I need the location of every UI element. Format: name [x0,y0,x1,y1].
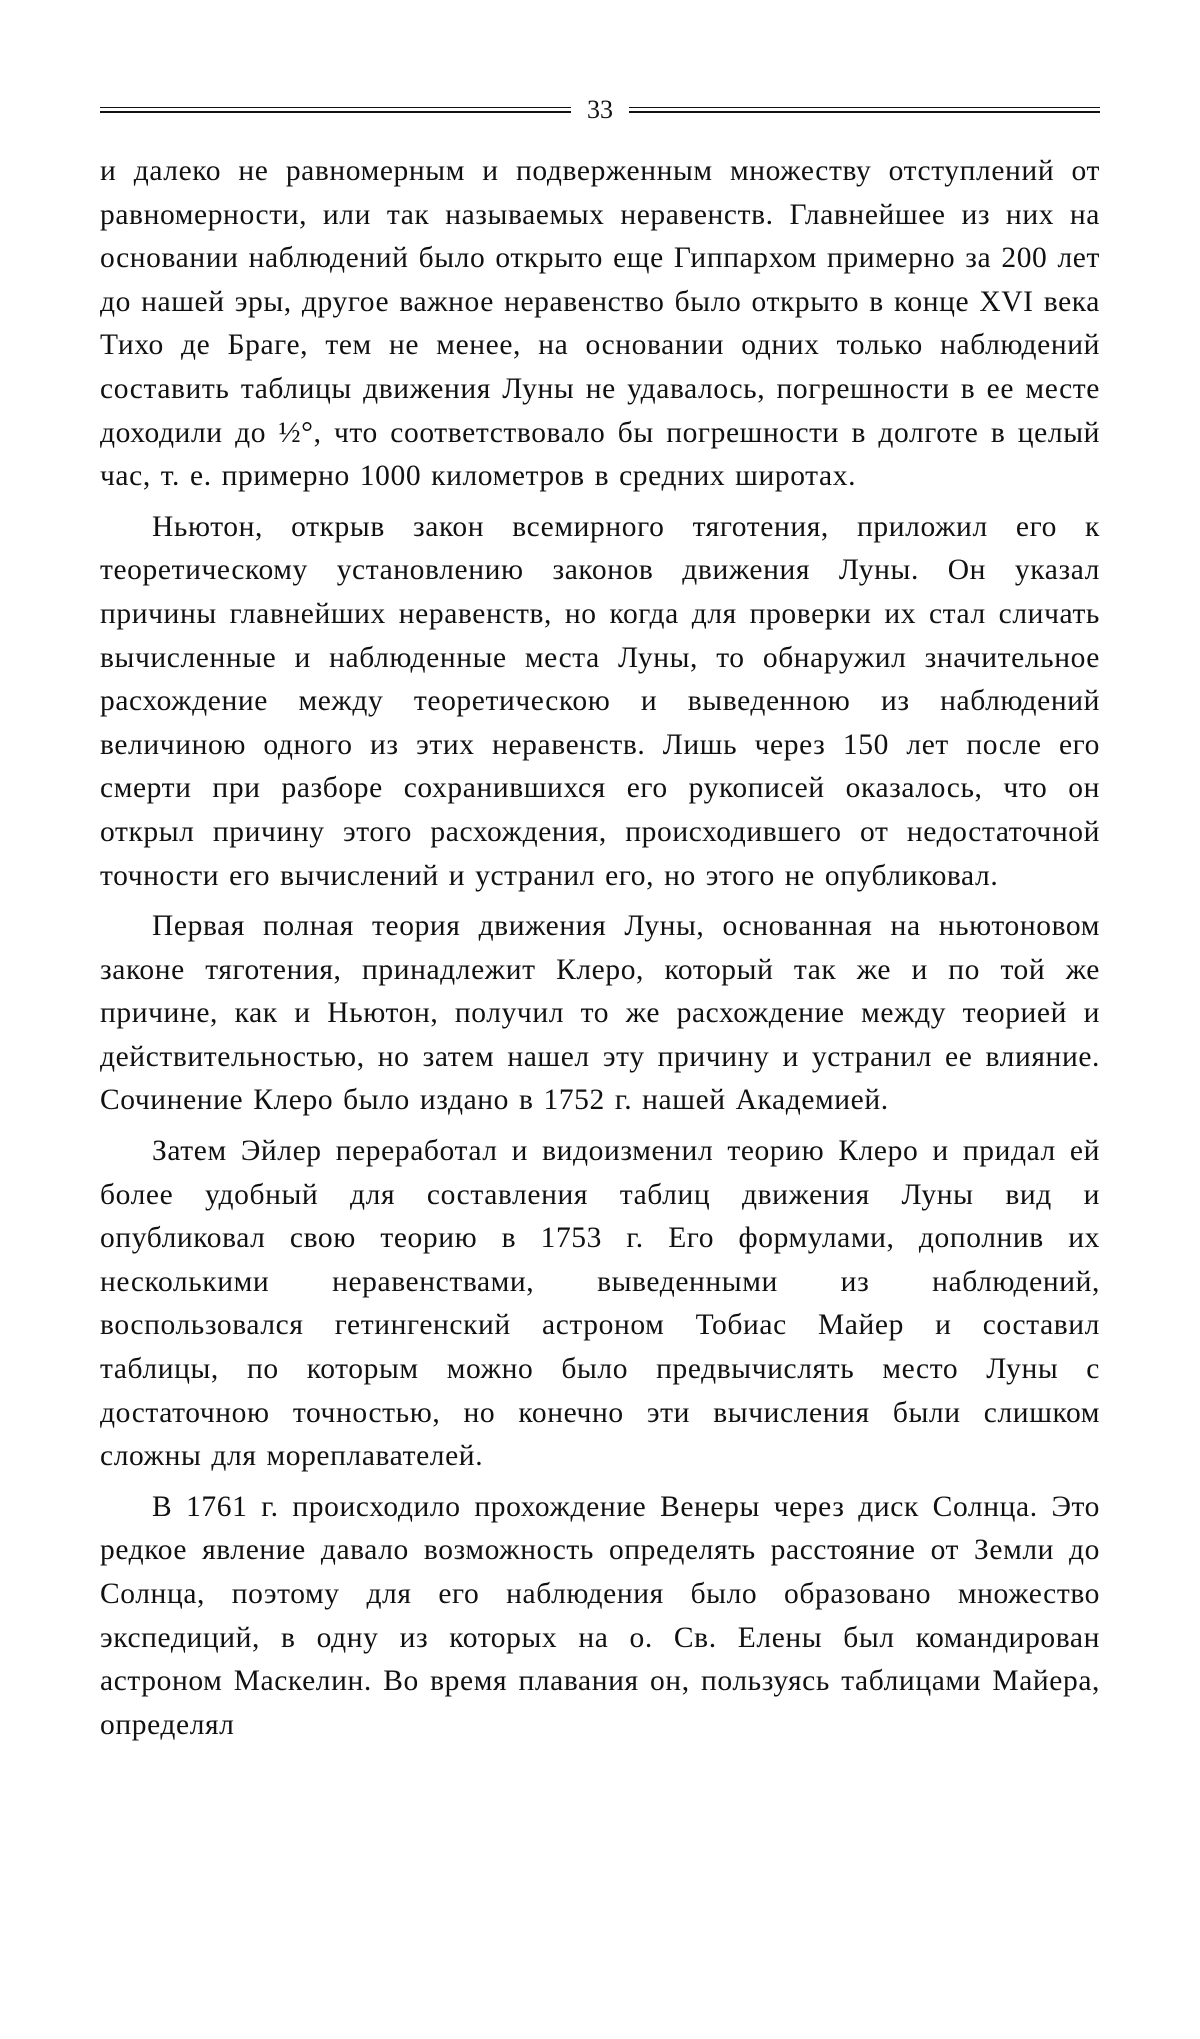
header-rule-left [100,107,571,113]
paragraph-clairaut: Первая полная теория движения Луны, основанная на ньюто­новом законе тяготения, принадлежит Клеро, который так же и по той же причине, как и Ньютон, получил то же расхождение между теорией и действительностью, но затем нашел эту при­чину и устранил ее влияние. Сочинение Клеро было издано в 1752 г. нашей Академией. [100,905,1100,1123]
page-header [100,90,1100,130]
paragraph-euler: Затем Эйлер переработал и видоизменил теорию Клеро и придал ей более удобный для составления таблиц движения Луны вид и опубликовал свою теорию в 1753 г. Его формулами, дополнив их несколькими неравенствами, выведенными из на­блюдений, воспользовался гетингенский астроном Тобиас Майер и составил таблицы, по которым можно было предвычислять место Луны с достаточною точностью, но конечно эти вычисле­ния были слишком сложны для мореплавателей. [100,1130,1100,1479]
header-rule-right [629,107,1100,113]
paragraph-newton: Ньютон, открыв закон всемирного тяготения, приложил его к теоретическому установлению законов движения Луны. Он указал причины главнейших неравенств, но когда для проверки их стал сличать вычисленные и наблюденные места Луны, то обнаружил значительное расхождение между теоретическою и выведенною из наблюдений величиною одного из этих нера­венств. Лишь через 150 лет после его смерти при разборе сохранившихся его рукописей оказалось, что он открыл причину этого расхождения, происходившего от недостаточной точности его вычислений и устранил его, но этого не опубликовал. [100,506,1100,898]
page-number: 33 [571,90,629,130]
page-body [100,150,1100,1747]
book-page [100,90,1100,1754]
paragraph-venus-transit: В 1761 г. происходило прохождение Венеры через диск Солнца. Это редкое явление давало возможность определять расстояние от Земли до Солнца, поэтому для его наблюдения было образовано множество экспедиций, в одну из которых на о. Св. Елены был командирован астроном Маскелин. Во время плавания он, пользуясь таблицами Майера, определял [100,1486,1100,1748]
paragraph-continued: и далеко не равномерным и подверженным множеству отсту­плений от равномерности, или так называемых неравенств. Глав­нейшее из них на основании наблюдений было открыто еще Гиппархом примерно за 200 лет до нашей эры, другое важное неравенство было открыто в конце XVI века Тихо де Браге, тем не менее, на основании одних только наблюдений составить таблицы движения Луны не удавалось, погрешности в ее месте доходили до ½°, что соответствовало бы погрешности в дол­готе в целый час, т. е. примерно 1000 километров в средних широтах. [100,150,1100,499]
